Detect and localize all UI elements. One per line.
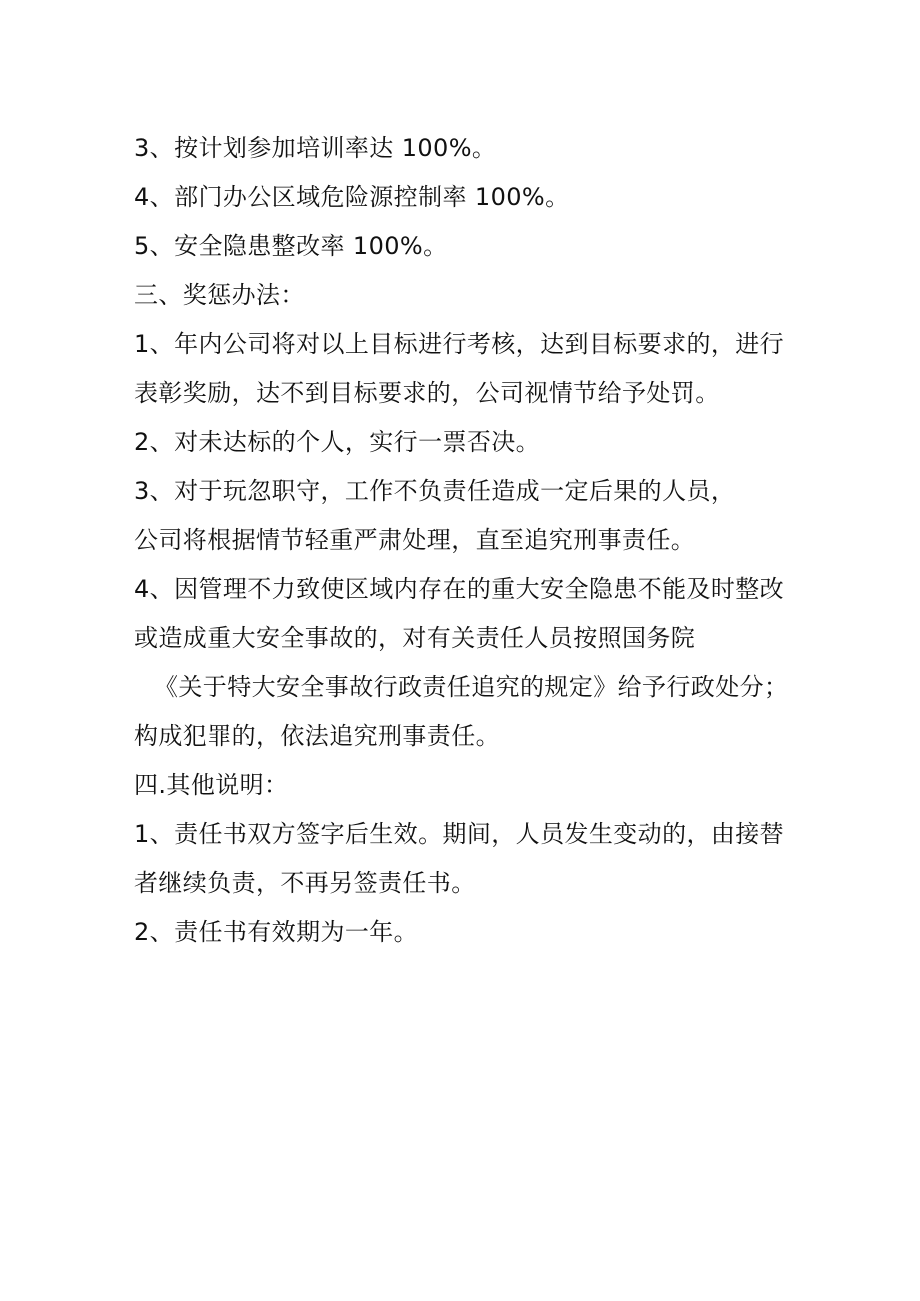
target-item-3: 3、按计划参加培训率达 100%。	[134, 134, 497, 162]
reward-item-1-line-1: 1、年内公司将对以上目标进行考核，达到目标要求的，进行	[134, 330, 785, 358]
section-heading-other-notes: 四.其他说明：	[134, 771, 289, 799]
reward-item-2: 2、对未达标的个人，实行一票否决。	[134, 428, 541, 456]
section-heading-rewards-penalties: 三、奖惩办法：	[134, 281, 305, 309]
note-item-1-line-1: 1、责任书双方签字后生效。期间，人员发生变动的，由接替	[134, 820, 785, 848]
reward-item-4-line-4: 构成犯罪的，依法追究刑事责任。	[134, 722, 500, 750]
reward-item-3-line-2: 公司将根据情节轻重严肃处理，直至追究刑事责任。	[134, 526, 696, 554]
note-item-2: 2、责任书有效期为一年。	[134, 918, 419, 946]
reward-item-4-line-3: 《关于特大安全事故行政责任追究的规定》给予行政处分；	[154, 673, 789, 701]
document-body	[134, 124, 799, 957]
target-item-5: 5、安全隐患整改率 100%。	[134, 232, 448, 260]
note-item-1-line-2: 者继续负责，不再另签责任书。	[134, 869, 476, 897]
reward-item-4-line-2: 或造成重大安全事故的，对有关责任人员按照国务院	[134, 624, 696, 652]
reward-item-3-line-1: 3、对于玩忽职守，工作不负责任造成一定后果的人员，	[134, 477, 736, 505]
target-item-4: 4、部门办公区域危险源控制率 100%。	[134, 183, 570, 211]
reward-item-4-line-1: 4、因管理不力致使区域内存在的重大安全隐患不能及时整改	[134, 575, 785, 603]
reward-item-1-line-2: 表彰奖励，达不到目标要求的，公司视情节给予处罚。	[134, 379, 720, 407]
